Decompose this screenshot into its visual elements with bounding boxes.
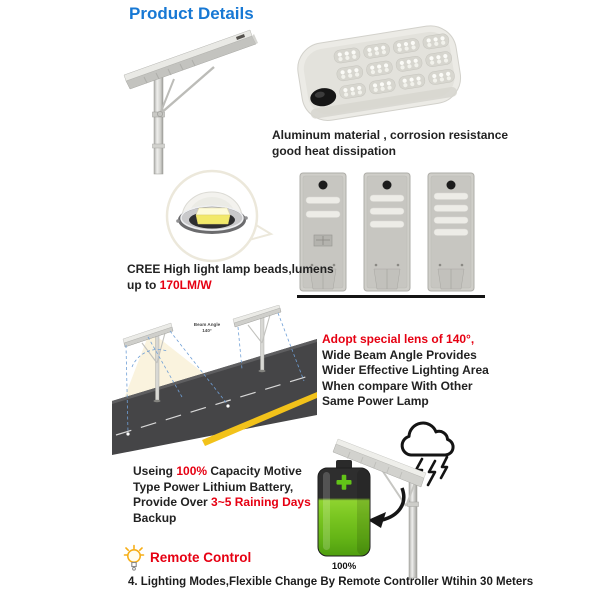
led-chip-front <box>196 215 230 224</box>
material-line2: good heat dissipation <box>272 143 397 158</box>
panel-3 <box>428 173 474 291</box>
arrow-head <box>368 512 386 528</box>
sensor-dot-icon <box>383 181 392 190</box>
raining-days-value: 3~5 Raining Days <box>211 495 311 509</box>
sensor-dot-icon <box>447 181 456 190</box>
curved-arrow-icon <box>382 488 404 520</box>
material-line1: Aluminum material , corrosion resistance <box>272 128 509 142</box>
lens-line4: Same Power Lamp <box>322 394 429 408</box>
cree-line2: up to 170LM/W <box>127 277 212 292</box>
lens-line3: When compare With Other <box>322 378 473 393</box>
lamp-bead-zoom-bubble <box>157 166 275 266</box>
cree-line1: CREE High light lamp beads,lumens <box>127 262 334 276</box>
lens-description <box>322 332 489 410</box>
pole <box>154 76 163 174</box>
lightbulb-icon <box>122 544 148 574</box>
battery-charge-label: 100% <box>331 561 357 572</box>
cree-description <box>127 262 334 293</box>
lens-line2: Wider Effective Lighting Area <box>322 363 489 377</box>
lighting-modes-note: 4. Lighting Modes,Flexible Change By Remote Controller Wtihin 30 Meters <box>128 576 534 588</box>
battery-icon <box>318 460 370 556</box>
battery-backup-scene <box>306 414 496 582</box>
capacity-value: 100% <box>176 464 208 478</box>
remote-control-label: Remote Control <box>150 550 252 565</box>
battery-line1: Useing 100% Capacity Motive <box>133 464 302 478</box>
led-chip-top <box>196 208 230 215</box>
material-description <box>272 128 508 159</box>
lens-red-line: Adopt special lens of 140°, <box>322 332 475 346</box>
battery-description <box>133 464 311 526</box>
lens-line1: Wide Beam Angle Provides <box>322 347 477 362</box>
page-title: Product Details <box>129 4 254 23</box>
battery-line3: Provide Over 3~5 Raining Days <box>133 495 311 509</box>
beam-angle-road-diagram <box>112 305 317 455</box>
lamp-head-closeup-image <box>293 20 468 126</box>
sensor-dot-icon <box>319 181 328 190</box>
battery-line2: Type Power Lithium Battery, <box>133 479 294 494</box>
panel-2 <box>364 173 410 291</box>
lamp-head-top <box>124 30 252 81</box>
beam-angle-label: Beam Angle <box>193 322 221 327</box>
beam-angle-value: 140° <box>202 328 212 333</box>
street-light-angled-image <box>116 24 276 175</box>
battery-line4: Backup <box>133 510 177 525</box>
lumens-value: 170LM/W <box>159 277 212 292</box>
table-edge-line <box>297 295 485 298</box>
